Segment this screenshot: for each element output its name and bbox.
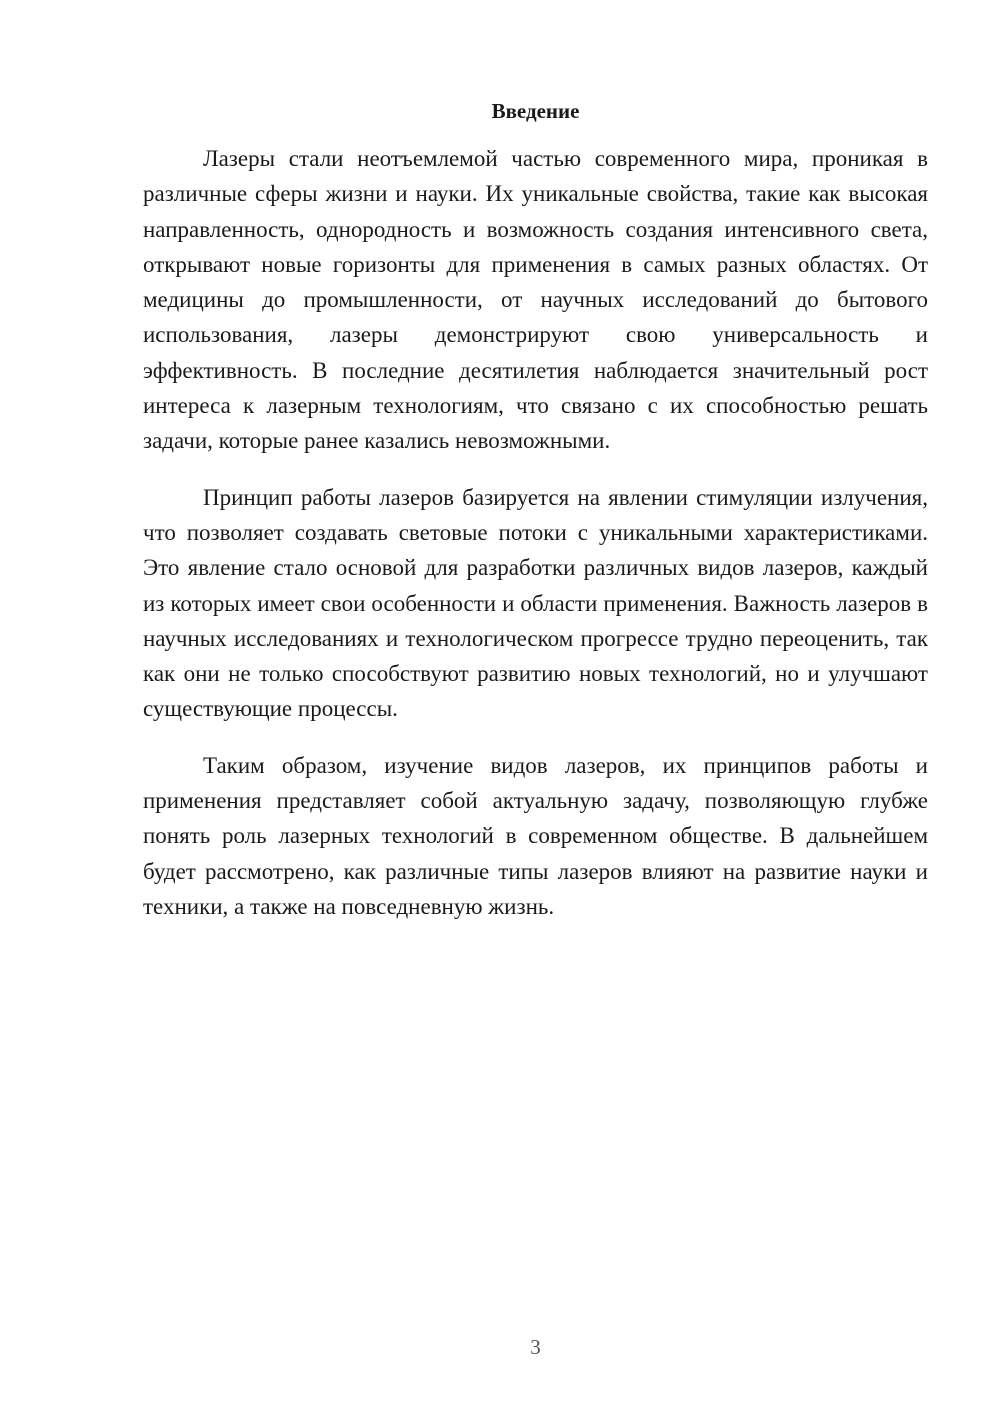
body-text — [143, 141, 928, 924]
paragraph-1: Лазеры стали неотъемлемой частью современного мира, проникая в различные сферы жизни и науки. Их уникальные свойства, такие как высокая направленность, однородность и возможность создания интенсивного света, открывают новые горизонты для применения в самых разных областях. От медицины до промышленности, от научных исследований до бытового использования, лазеры демонстрируют свою универсальность и эффективность. В последние десятилетия наблюдается значительный рост интереса к лазерным технологиям, что связано с их способностью решать задачи, которые ранее казались невозможными. — [143, 146, 928, 454]
page-number: 3 — [530, 1335, 541, 1359]
paragraph-3: Таким образом, изучение видов лазеров, их принципов работы и применения представляет собой актуальную задачу, позволяющую глубже понять роль лазерных технологий в современном обществе. В дальнейшем будет рассмотрено, как различные типы лазеров влияют на развитие науки и техники, а также на повседневную жизнь. — [143, 752, 928, 919]
paragraph-2: Принцип работы лазеров базируется на явлении стимуляции излучения, что позволяет создавать световые потоки с уникальными характеристиками. Это явление стало основой для разработки различных видов лазеров, каждый из которых имеет свои особенности и области применения. Важность лазеров в научных исследованиях и технологическом прогрессе трудно переоценить, так как они не только способствуют развитию новых технологий, но и улучшают существующие процессы. — [143, 484, 928, 722]
section-title: Введение — [491, 99, 580, 123]
